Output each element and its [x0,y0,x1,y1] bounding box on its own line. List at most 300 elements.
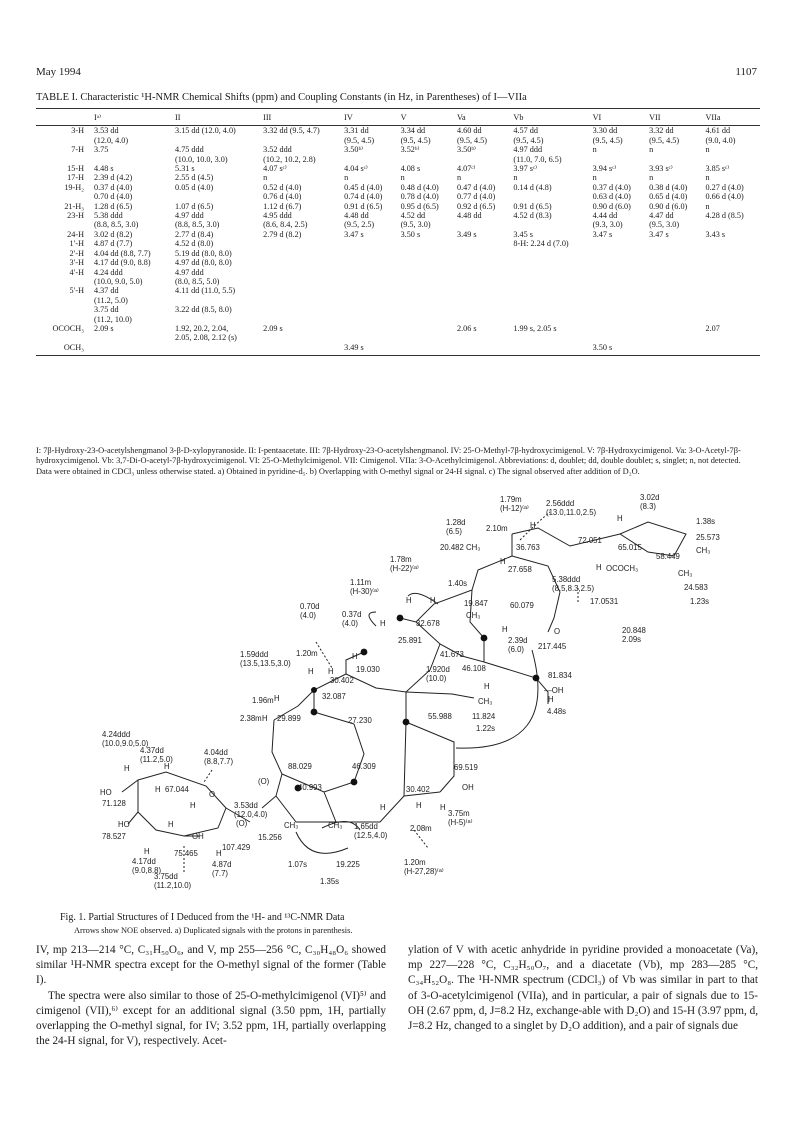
table-cell [647,249,703,258]
table-row [36,230,760,239]
table-cell [261,343,342,356]
table-cell [92,343,173,356]
table-cell [455,343,511,356]
row-label: 3-H [71,126,84,136]
table-cell [399,249,455,258]
table-cell: 2.77 d (8.4) [175,229,214,239]
table-cell: 2.55 d (4.5) [175,173,214,183]
table-cell: 1.12 d (6.7) [263,201,302,211]
figure-label: 4.48s [547,707,567,716]
figure-label: 71.128 [102,799,126,808]
table-cell: 4.08 s [400,164,421,174]
table-cell: n [456,173,462,183]
table-row [36,286,760,324]
figure-label: 1.96m [252,696,274,705]
figure-label: 72.051 [578,536,602,545]
table-cell: n [592,173,597,183]
figure-label: 15.256 [258,833,282,842]
figure-label: 2.10m [486,524,508,533]
figure-label: 2.08m [410,824,432,833]
table-cell: 0.37 d (4.0) 0.63 d (4.0) [592,182,631,202]
figure-label: 1.28d (6.5) [446,518,466,536]
table-cell: 3.49 s [456,229,477,239]
figure-label: 19.225 [336,860,360,869]
table-cell [647,268,703,287]
column-header [36,109,92,126]
table-row [36,324,760,343]
figure-label: O [209,790,216,799]
table-cell: 3.52ᵇ⁾ [400,145,420,155]
table-cell [455,286,511,324]
table-cell [455,239,511,248]
table-cell: 3.02 d (8.2) [94,229,133,239]
table-cell: 0.52 d (4.0) 0.76 d (4.0) [263,182,302,202]
table-cell: 2.09 s [94,323,114,333]
figure-label: H [440,803,446,812]
table-cell: 3.94 sᶜ⁾ [592,164,617,174]
row-label: 19-H₂ [64,182,84,192]
table-cell: n [649,145,654,155]
figure-label: 107.429 [222,843,251,852]
figure-label: CH₃ [284,821,299,830]
table-cell: 2.39 d (4.2) [94,173,133,183]
table-cell [703,268,760,287]
figure-label: 30.402 [330,676,354,685]
figure-label: H [164,762,170,771]
table-cell: 4.60 dd (9.5, 4.5) [456,126,487,145]
figure-label: 46.108 [462,664,486,673]
table-row [36,145,760,164]
figure-label: 69.519 [454,763,478,772]
figure-label: 19.030 [356,665,380,674]
table-cell: n [263,173,268,183]
table-row [36,183,760,202]
table-cell: 0.14 d (4.8) [513,182,552,192]
figure-label: O [554,627,561,636]
figure-label: OH [192,832,204,841]
figure-label: CH₃ [328,821,343,830]
figure-note: Arrows show NOE observed. a) Duplicated signals with the protons in parenthesis. [74,926,353,935]
row-label: 23-H [67,211,84,221]
table-cell: 4.48 dd [456,211,482,221]
table-cell: 4.57 dd (9.5, 4.5) [513,126,544,145]
table-cell: n [400,173,405,183]
table-cell [591,249,647,258]
table-cell [591,286,647,324]
table-cell: 4.48 s [94,164,114,174]
table-cell: 4.61 dd (9.0, 4.0) [705,126,736,145]
table-body [36,126,760,356]
table-cell [591,258,647,267]
figure-partial-structures [100,492,740,907]
table-cell: 0.92 d (6.5) [456,201,496,211]
table-cell: 0.38 d (4.0) 0.65 d (4.0) [649,182,688,202]
page-number: 1107 [735,66,757,78]
figure-label: 0.37d (4.0) [342,610,362,628]
table-cell: 4.52 d (8.3) [513,211,552,221]
figure-label: 20.848 2.09s [622,626,646,644]
table-cell: 4.52 d (8.0) [175,239,214,249]
table-cell: 4.24 ddd (10.0, 9.0, 5.0) [94,267,143,286]
figure-label: CH₃ [678,569,693,578]
table-cell [703,239,760,248]
figure-label: 78.527 [102,832,126,841]
table-cell: 3.52 ddd (10.2, 10.2, 2.8) [263,145,316,164]
table-cell: 1.92, 20.2, 2.04, 2.05, 2.08, 2.12 (s) [175,323,237,343]
table-cell: 0.05 d (4.0) [175,182,214,192]
figure-label: —OH [544,686,564,695]
table-cell: 3.47 s [592,229,613,239]
table-cell [647,239,703,248]
figure-label: OH [462,783,474,792]
figure-label: 32.678 [416,619,440,628]
table-cell: 4.28 d (8.5) [705,211,744,221]
table-cell: 3.31 dd (9.5, 4.5) [344,126,375,145]
table-cell: n [705,173,710,183]
table-cell [703,258,760,267]
table-footnote: I: 7β-Hydroxy-23-O-acetylshengmanol 3-β-D-xylopyranoside. II: I-pentaacetate. III: 7β-Hydroxy-23-O-acetylshengmanol. IV: 25-O-Methyl-7β-hydroxycimigenol. V: 7β-Hydroxycimigenol. Va: 3-O-Acetyl-7β-hydroxycimigenol. Vb: 3,7-Di-O-acetyl-7β-hydroxycimigenol. VI: 25-O-Methylcimigenol. VII: Cimigenol. VIIa: 3-O-Acethylcimigenol. Abbreviations: d, doublet; dd, double doublet; s, singlet; n, not detected. Data were obtained in CDCl₃ unless otherwise stated. a) Obtained in pyridine-d₅. b) Overlapping with O-methyl signal or 24-H signal. c) The signal observed after addition of D₂O. [36,446,741,476]
table-cell: 3.50 s [400,229,421,239]
figure-label: H [352,652,358,661]
figure-label: H [308,667,314,676]
table-cell [647,343,703,356]
figure-label: H [530,521,536,530]
table-cell: 2.79 d (8.2) [263,229,302,239]
figure-label: H [406,596,412,605]
table-cell: 5.19 dd (8.0, 8.0) [175,248,232,258]
figure-label: 0.70d (4.0) [300,602,320,620]
table-cell [511,268,590,287]
column-header: Va [455,109,511,126]
figure-label: 19.847 [464,599,488,608]
structure-drawing [100,492,740,907]
table-cell [511,249,590,258]
row-label: 7-H [71,145,84,155]
figure-label: 4.87d (7.7) [212,860,232,878]
table-row [36,249,760,258]
figure-label: H [430,596,436,605]
table-cell: 3.30 dd (9.5, 4.5) [592,126,623,145]
table-cell: n [705,201,710,211]
table-cell: 0.95 d (6.5) [400,201,439,211]
table-cell [591,239,647,248]
figure-label: 27.230 [348,716,372,725]
table-cell [455,268,511,287]
table-cell: 4.75 ddd (10.0, 10.0, 3.0) [175,145,228,164]
table-cell [511,286,590,324]
figure-label: H [328,667,334,676]
figure-label: H [380,619,386,628]
table-cell: 4.97 dd (8.0, 8.0) [175,258,232,268]
table-cell [455,258,511,267]
table-cell: 4.48 dd (9.5, 2.5) [344,211,375,230]
body-paragraph: IV, mp 213—214 °C, C₃₁H₅₀O₆, and V, mp 255—256 °C, C₃₀H₄₈O₆ showed similar ¹H-NMR spectra except for the O-methyl signal of the former (Table I). [36,944,386,987]
table-cell: 0.90 d (6.0) [592,201,631,211]
table-cell: 3.93 sᶜ⁾ [649,164,673,174]
figure-label: 1.79m (H-12)⁽ᵃ⁾ [500,495,529,513]
table-cell: 4.52 dd (9.5, 3.0) [400,211,431,230]
table-cell [647,286,703,324]
table-cell [703,343,760,356]
table-cell [342,239,398,248]
figure-label: 11.824 [472,712,496,721]
body-column-right [408,943,758,1034]
figure-label: H [548,695,554,704]
figure-label: 81.834 [548,671,572,680]
table-cell [261,268,342,287]
table-cell: 0.47 d (4.0) 0.77 d (4.0) [456,182,496,202]
table-cell [399,324,455,343]
table-cell [342,249,398,258]
table-cell [261,286,342,324]
figure-label: 3.75dd (11.2,10.0) [154,872,192,890]
table-cell: 3.15 dd (12.0, 4.0) [175,126,236,136]
row-label: 21-H₃ [64,201,84,211]
figure-label: CH₃ [478,697,493,706]
body-paragraph: The spectra were also similar to those of 25-O-methylcimigenol (VI)⁵⁾ and cimigenol (VII),⁶⁾ except for an additional signal (3.50 ppm, 1H, partially overlapping the O-methyl signal, for IV; 3.52 ppm, 1H, partially overlapping the 24-H signal, for V), respectively. Acet- [36,989,386,1048]
table-row [36,239,760,248]
table-cell [591,268,647,287]
column-header: III [261,109,342,126]
table-cell: n [344,173,349,183]
row-label: 5′-H [69,286,84,296]
figure-label: HO [100,788,112,797]
figure-label: 1.07s [288,860,308,869]
figure-label: 1.20m [296,649,318,658]
figure-label: 1.78m (H-22)⁽ᵃ⁾ [390,555,419,573]
table-cell [511,343,590,356]
table-cell: 5.38 ddd (8.8, 8.5, 3.0) [94,211,139,230]
body-paragraph: ylation of V with acetic anhydride in pyridine provided a monoacetate (Va), mp 227—228 °C, C₃₂H₅₀O₇, and a diacetate (Vb), mp 283—285 °C, C₃₄H₅₂O₈. The ¹H-NMR spectrum (CDCl₃) of Vb was similar in part to that of 3-O-acetylcimigenol (VIIa), and in particular, a pair of signals due to 15-OH (2.67 ppm, d, J=8.2 Hz, exchange-able with D₂O) and 15-H (3.97 ppm, d, J=8.2 Hz, changed to a singlet by D₂O addition), and a pair of signals due [408,944,758,1033]
table-cell: 3.97 sᶜ⁾ [513,164,538,174]
table-cell: 4.04 sᶜ⁾ [344,164,368,174]
table-cell: 3.49 s [342,343,398,356]
figure-label: 41.673 [440,650,464,659]
table-cell: 3.50ᵇ⁾ [344,145,364,155]
figure-label: H [274,694,280,703]
table-row [36,258,760,267]
table-cell: 3.50ᵇ⁾ [456,145,476,155]
table-cell [342,258,398,267]
column-header: VII [647,109,703,126]
table-cell: 5.31 s [175,164,195,174]
figure-label: 217.445 [538,642,567,651]
figure-label: 20.482 CH₃ [440,543,481,552]
row-label: OCOCH₃ [52,323,84,333]
table-cell: 1.99 s, 2.05 s [513,323,557,333]
table-cell [342,268,398,287]
figure-label: H [617,514,623,523]
row-label: 2′-H [69,248,84,258]
table-cell: 1.07 d (6.5) [175,201,214,211]
table-cell: 4.17 dd (9.0, 8.8) [94,258,151,268]
figure-label: 36.763 [516,543,540,552]
table-row [36,173,760,182]
table-cell [173,343,261,356]
table-cell [399,258,455,267]
running-header-date: May 1994 [36,66,81,78]
table-cell [647,258,703,267]
figure-label: 65.015 [618,543,642,552]
figure-label: 75.465 [174,849,198,858]
figure-label: 4.37dd (11.2,5.0) [140,746,173,764]
figure-label: 55.988 [428,712,452,721]
table-cell: 4.97 ddd (8.8, 8.5, 3.0) [175,211,220,230]
row-label: 4′-H [69,267,84,277]
figure-label: H 67.044 [155,785,189,794]
table-cell: 3.32 dd (9.5, 4.5) [649,126,680,145]
figure-caption: Fig. 1. Partial Structures of I Deduced from the ¹H- and ¹³C-NMR Data [60,912,345,923]
figure-label: 1.20m (H-27,28)⁽ᵃ⁾ [404,858,444,876]
table-cell: 3.34 dd (9.5, 4.5) [400,126,431,145]
figure-label: H [416,801,422,810]
row-label: 24-H [67,229,84,239]
table-cell: 0.48 d (4.0) 0.78 d (4.0) [400,182,439,202]
table-cell: 8-H: 2.24 d (7.0) [513,239,569,249]
table-cell [399,268,455,287]
figure-label: H [484,682,490,691]
table-row [36,343,760,356]
table-cell: n [592,145,597,155]
table-cell: 0.27 d (4.0) 0.66 d (4.0) [705,182,744,202]
table-cell: 0.45 d (4.0) 0.74 d (4.0) [344,182,383,202]
table-cell: 1.28 d (6.5) [94,201,133,211]
table-cell [647,324,703,343]
figure-label: 40.993 [298,783,322,792]
figure-label: 1.11m (H-30)⁽ᵃ⁾ [350,578,379,596]
table-cell: 0.37 d (4.0) 0.70 d (4.0) [94,182,133,202]
table-cell [455,249,511,258]
figure-label: OCOCH₃ [606,564,639,573]
table-cell: 3.53 dd (12.0, 4.0) [94,126,129,145]
figure-label: H [262,714,268,723]
row-label: OCH₃ [36,343,92,356]
figure-label: 4.04dd (8.8,7.7) [204,748,234,766]
table-cell: 4.07 sᶜ⁾ [263,164,287,174]
figure-label: 1.38s [696,517,716,526]
table-cell [399,343,455,356]
figure-label: 32.087 [322,692,346,701]
table-cell [342,324,398,343]
column-header: Vb [511,109,590,126]
figure-label: 17.0531 [590,597,619,606]
figure-label: H [124,764,130,773]
table-cell: 4.97 ddd (11.0, 7.0, 6.5) [513,145,562,164]
table-cell [261,258,342,267]
figure-label: H [190,801,196,810]
table-cell: 2.07 [705,323,720,333]
figure-label: 60.079 [510,601,534,610]
row-label: 1′-H [69,239,84,249]
table-cell [261,249,342,258]
table-cell [703,286,760,324]
figure-label: H [596,563,602,572]
table-cell: 4.07ᶜ⁾ [456,164,476,174]
figure-label: 1.35s [320,877,340,886]
figure-label: 25.891 [398,636,422,645]
table-cell: 3.43 s [705,229,726,239]
figure-label: H [500,557,506,566]
table-cell: 2.09 s [263,323,283,333]
figure-label: 2.38m [240,714,262,723]
figure-label: 1.59ddd (13.5,13.5,3.0) [240,650,291,668]
figure-label: 58.449 [656,552,680,561]
table-cell [399,239,455,248]
figure-label: H [216,849,222,858]
row-label: 3′-H [69,258,84,268]
table-cell: 3.32 dd (9.5, 4.7) [263,126,320,136]
column-header: Iᵃ⁾ [92,109,173,126]
table-row [36,202,760,211]
figure-label: 3.75m (H-5)⁽ᵃ⁾ [448,809,473,827]
body-column-left [36,943,386,1049]
figure-label: (O) [258,777,270,786]
table-cell: 4.87 d (7.7) [94,239,133,249]
figure-label: 4.24ddd (10.0,9.0,5.0) [102,730,149,748]
table-cell: 4.97 ddd (8.0, 8.5, 5.0) [175,267,220,286]
nmr-table [36,108,760,356]
figure-label: H [168,820,174,829]
table-cell: n [705,145,710,155]
table-cell [342,286,398,324]
figure-label: 3.02d (8.3) [640,493,660,511]
table-row [36,268,760,287]
table-row [36,126,760,145]
table-cell: n [513,173,518,183]
table-cell [703,249,760,258]
figure-label: 2.39d (6.0) [508,636,528,654]
table-cell: 3.45 s [513,229,533,239]
table-cell: 4.95 ddd (8.6, 8.4, 2.5) [263,211,308,230]
figure-label: 1.23s [690,597,710,606]
figure-label: CH₃ [466,611,481,620]
table-cell: 3.47 s [649,229,669,239]
table-cell: 3.75 [94,145,109,155]
table-cell: 3.50 s [591,343,647,356]
column-header: IV [342,109,398,126]
figure-label: H [380,803,386,812]
table-cell: 0.91 d (6.5) [344,201,383,211]
figure-label: H [144,847,150,856]
figure-label: 29.899 [277,714,301,723]
table-cell: 4.04 dd (8.8, 7.7) [94,248,151,258]
figure-label: 30.402 [406,785,430,794]
figure-label: 5.38ddd (8.5,8.3,2.5) [552,575,595,593]
table-cell: 2.06 s [456,323,477,333]
figure-label: 27.658 [508,565,532,574]
figure-label: (O) [236,819,248,828]
figure-label: 2.56ddd (13.0,11.0,2.5) [546,499,597,517]
table-cell: 3.47 s [344,229,364,239]
figure-label: 46.309 [352,762,376,771]
figure-label: 4.17dd (9.0,8.8) [132,857,162,875]
figure-label: 24.583 [684,583,708,592]
figure-label: 1.40s [448,579,468,588]
table-row [36,211,760,230]
table-cell: 0.90 d (6.0) [649,201,688,211]
column-header: V [399,109,455,126]
table-cell [399,286,455,324]
figure-label: 1.22s [476,724,496,733]
table-header-row [36,109,760,126]
figure-label: 3.53dd (12.0,4.0) [234,801,268,819]
table-cell [261,239,342,248]
table-caption: TABLE I. Characteristic ¹H-NMR Chemical Shifts (ppm) and Coupling Constants (in Hz, in Parentheses) of I—VIIa [36,92,527,103]
table-cell: 0.91 d (6.5) [513,201,552,211]
figure-label: HO [118,820,130,829]
row-label: 17-H [67,173,84,183]
table-cell: 4.37 dd (11.2, 5.0) 3.75 dd (11.2, 10.0) [94,286,132,324]
